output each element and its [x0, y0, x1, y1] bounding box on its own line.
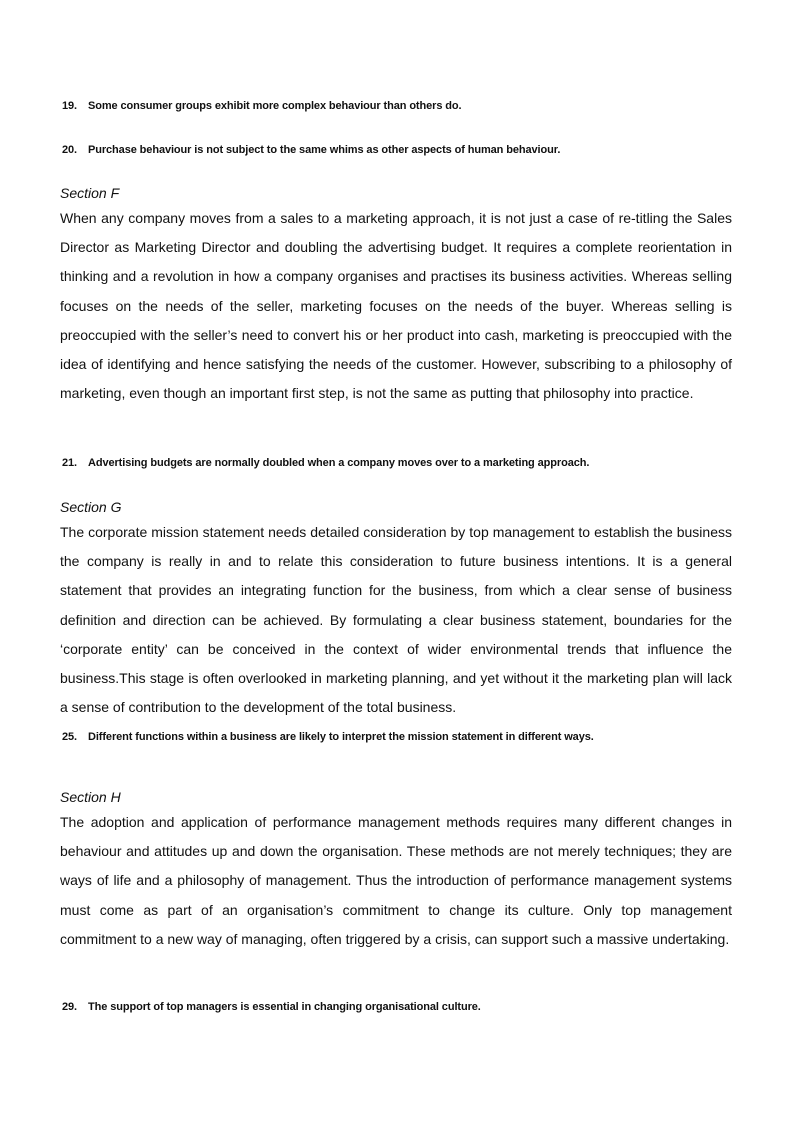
- question-number: 19.: [62, 100, 77, 112]
- question-text: Some consumer groups exhibit more complex behaviour than others do.: [88, 100, 462, 112]
- section-h-title: Section H: [60, 789, 121, 805]
- question-text: Purchase behaviour is not subject to the same whims as other aspects of human behaviour.: [88, 144, 561, 156]
- question-number: 25.: [62, 731, 77, 743]
- section-h-paragraph: The adoption and application of performance management methods requires many different changes in behaviour and attitudes up and down the organisation. These methods are not merely techniques; they are ways of life and a philosophy of management. Thus the introduction of performance management systems must come as part of an organisation’s commitment to change its culture. Only top management commitment to a new way of managing, often triggered by a crisis, can support such a massive undertaking.: [60, 814, 732, 947]
- question-text: Different functions within a business are likely to interpret the mission statement in different ways.: [88, 731, 594, 743]
- question-number: 29.: [62, 1001, 77, 1013]
- question-text: The support of top managers is essential in changing organisational culture.: [88, 1001, 481, 1013]
- question-number: 20.: [62, 144, 77, 156]
- question-29: [62, 1001, 481, 1013]
- question-25: [62, 731, 594, 743]
- question-20: [62, 144, 560, 156]
- question-19: [62, 100, 461, 112]
- question-number: 21.: [62, 457, 77, 469]
- section-f-title: Section F: [60, 185, 120, 201]
- section-g-paragraph: The corporate mission statement needs detailed consideration by top management to establish the business the company is really in and to relate this consideration to future business intentions. It is a general statement that provides an integrating function for the business, from which a clear sense of business definition and direction can be achieved. By formulating a clear business statement, boundaries for the ‘corporate entity’ can be conceived in the context of wider environmental trends that influence the business.This stage is often overlooked in marketing planning, and yet without it the marketing plan will lack a sense of contribution to the development of the total business.: [60, 524, 732, 716]
- question-21: [62, 457, 589, 469]
- section-g-title: Section G: [60, 499, 122, 515]
- question-text: Advertising budgets are normally doubled when a company moves over to a marketing approach.: [88, 457, 590, 469]
- section-f-paragraph: When any company moves from a sales to a marketing approach, it is not just a case of re-titling the Sales Director as Marketing Director and doubling the advertising budget. It requires a complete reorientation in thinking and a revolution in how a company organises and practises its business activities. Whereas selling focuses on the needs of the seller, marketing focuses on the needs of the buyer. Whereas selling is preoccupied with the seller’s need to convert his or her product into cash, marketing is preoccupied with the idea of identifying and hence satisfying the needs of the customer. However, subscribing to a philosophy of marketing, even though an important first step, is not the same as putting that philosophy into practice.: [60, 210, 732, 402]
